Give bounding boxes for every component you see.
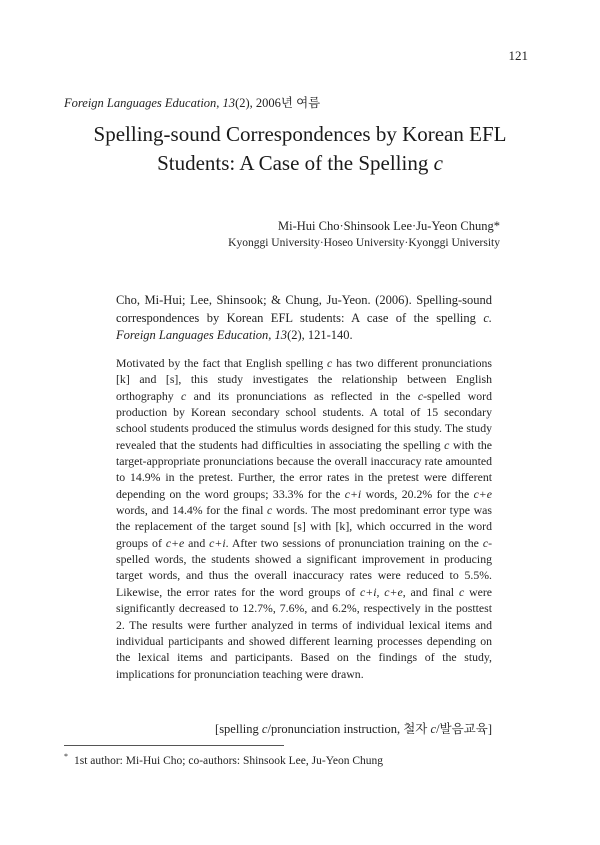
abstract-text: words. The most predominant error type was the replacement of the target sound [s] with [k], which occurred in the word groups of [116, 503, 492, 550]
journal-name: Foreign Languages Education, 13 [64, 96, 236, 110]
title-letter: c [433, 151, 443, 175]
abstract-italic: c [181, 388, 187, 403]
footnote-marker: * [64, 752, 68, 761]
abstract-italic: c [482, 535, 489, 550]
abstract-text: words, and 14.4% for the final [116, 503, 268, 518]
abstract-text: -spelled word production by Korean secondary school students. A total of 15 secondary school students produced the stimulus words designed for this study. The study revealed that the students had difficulties in associating the spelling [116, 388, 493, 452]
abstract-italic: c+i [344, 486, 362, 501]
footnote-divider [64, 745, 284, 746]
keywords-text: [spelling [215, 722, 262, 736]
abstract-italic: c [327, 356, 333, 370]
paper-title [60, 120, 540, 178]
abstract-text: -spelled words, the students showed a significant improvement in producing target words, and thus the overall inaccuracy rates were reduced to 5.5%. Likewise, the error rates for the word groups of [116, 535, 493, 599]
keywords [215, 719, 492, 737]
keywords-text: /발음교육] [436, 722, 492, 736]
abstract-text: Motivated by the fact that English spelling [116, 356, 328, 370]
abstract-text: has two different pronunciations [k] and [s], this study investigates the relationship between English orthography [116, 356, 492, 403]
abstract-text: with the target-appropriate pronunciations because the overall inaccuracy rate amounted to 14.9% in the pretest. Further, the error rates in the pretest were different depending on the word groups; 33.3% for the [116, 437, 492, 501]
abstract-text: words, 20.2% for the [361, 486, 474, 501]
title-line-1: Spelling-sound Correspondences by Korean EFL [93, 122, 507, 146]
abstract-italic: c+e [165, 535, 185, 550]
affiliations: Kyonggi University·Hoseo University·Kyonggi University [228, 237, 500, 249]
abstract-italic: c+i [209, 535, 226, 550]
footnote [64, 752, 383, 767]
abstract-text: , and final [402, 584, 459, 599]
abstract-text: . After two sessions of pronunciation training on the [225, 535, 483, 550]
abstract [116, 355, 492, 682]
title-line-2-text: Students: A Case of the Spelling [157, 151, 434, 175]
abstract-italic: c [444, 437, 450, 452]
citation-prefix: Cho, Mi-Hui; Lee, Shinsook; & Chung, Ju-Yeon. (2006). Spelling-sound correspondences by Korean EFL students: A case of the spelling [116, 293, 492, 325]
page-number: 121 [508, 48, 528, 63]
abstract-italic: c [267, 503, 273, 518]
keywords-italic: c [261, 722, 268, 736]
keywords-italic: c [430, 722, 437, 736]
title-line-2 [60, 149, 540, 178]
abstract-italic: c+i, c+e [360, 584, 403, 599]
abstract-text: and its pronunciations as reflected in the [186, 388, 418, 403]
authors: Mi-Hui Cho·Shinsook Lee·Ju-Yeon Chung* [278, 219, 500, 233]
citation-journal: c. Foreign Languages Education, 13 [116, 310, 492, 342]
abstract-text: and [184, 535, 210, 550]
abstract-italic: c [458, 584, 465, 599]
abstract-italic: c+e [473, 486, 492, 501]
citation-suffix: (2), 121-140. [287, 328, 353, 342]
citation [116, 292, 492, 345]
journal-issue: (2), 2006년 여름 [235, 96, 321, 110]
footnote-text: 1st author: Mi-Hui Cho; co-authors: Shinsook Lee, Ju-Yeon Chung [74, 754, 384, 767]
abstract-italic: c [417, 388, 424, 403]
journal-line [64, 93, 320, 111]
keywords-text: /pronunciation instruction, 철자 [267, 722, 431, 736]
abstract-text: were significantly decreased to 12.7%, 7.6%, and 6.2%, respectively in the posttest 2. The results were further analyzed in terms of individual lexical items and individual participants and showed different learning processes depending on the lexical items and participants. Based on the findings of the study, implications for pronunciation teaching were drawn. [116, 584, 492, 681]
